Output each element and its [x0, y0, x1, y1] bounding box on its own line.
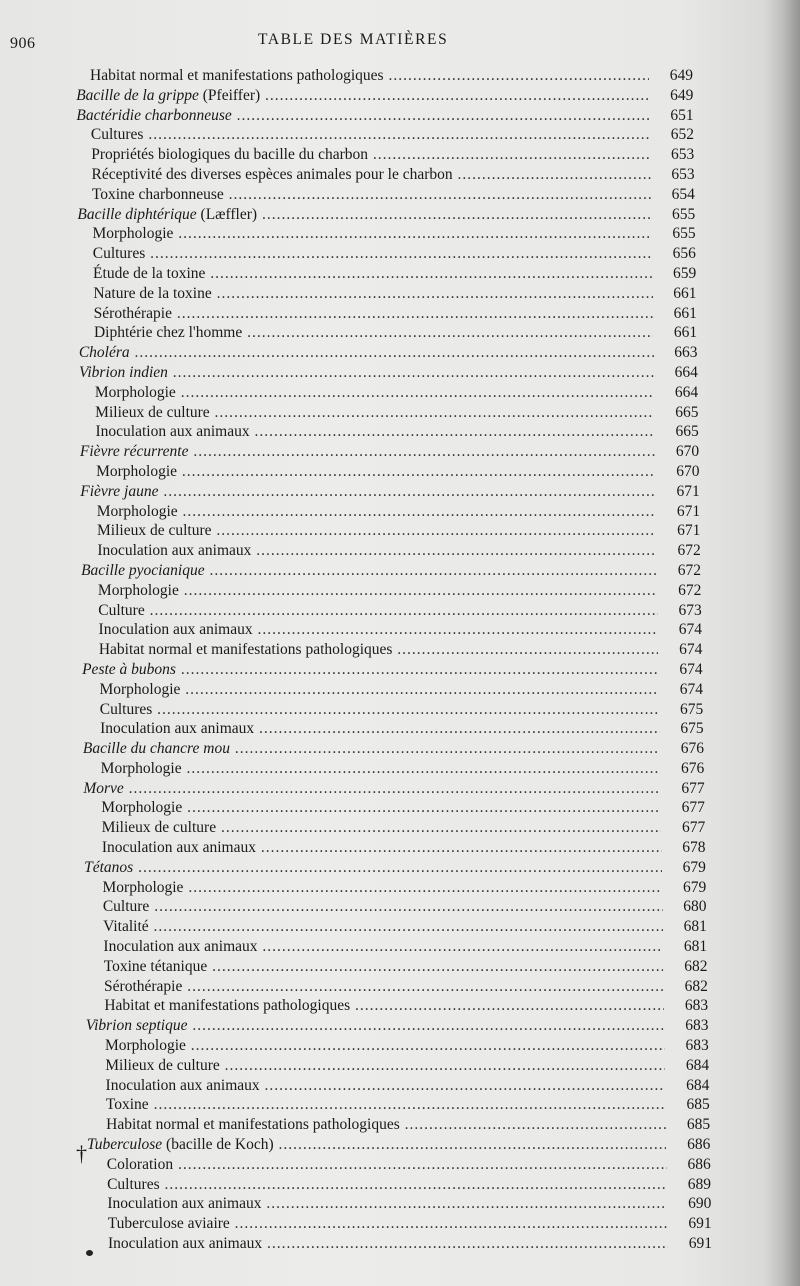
- toc-entry-text: [104, 996, 664, 1016]
- toc-page-number: 679: [682, 878, 707, 896]
- toc-entry-text: [103, 917, 663, 937]
- toc-entry-label: Coloration: [106, 1155, 174, 1173]
- toc-page-number: 670: [676, 462, 700, 480]
- toc-entry-label: Toxine tétanique: [103, 957, 208, 975]
- toc-entry: [0, 719, 800, 739]
- toc-entry: [0, 759, 800, 779]
- toc-entry-text: [97, 521, 656, 541]
- toc-entry: [0, 304, 800, 324]
- toc-entry: [0, 640, 800, 660]
- toc-entry: [0, 66, 800, 86]
- toc-entry-text: [99, 640, 658, 660]
- toc-entry: [0, 561, 800, 581]
- toc-entry-label: Toxine: [105, 1096, 149, 1114]
- toc-entry-text: [80, 442, 655, 462]
- toc-page-number: 671: [676, 482, 700, 500]
- toc-entry: [0, 798, 800, 818]
- toc-entry-label: Cultures: [90, 126, 144, 144]
- toc-entry-label: Milieux de culture: [97, 522, 212, 540]
- toc-entry-label: Inoculation aux animaux: [105, 1076, 260, 1094]
- toc-entry: [0, 700, 800, 720]
- toc-page-number: 676: [681, 759, 705, 777]
- toc-entry-text: [83, 779, 660, 799]
- toc-entry: [0, 284, 800, 304]
- toc-entry: [0, 403, 800, 423]
- toc-entry: [0, 363, 800, 383]
- toc-page-number: 690: [688, 1195, 712, 1213]
- toc-page-number: 675: [680, 720, 704, 738]
- toc-page-number: 691: [688, 1215, 712, 1233]
- toc-entry-label: Étude de la toxine: [93, 264, 206, 282]
- toc-page-number: 671: [677, 522, 701, 540]
- toc-entry-text: [97, 541, 656, 561]
- toc-entry: [0, 897, 800, 917]
- toc-page-number: 670: [675, 443, 700, 461]
- toc-entry-text: [101, 759, 661, 779]
- toc-page-number: 649: [670, 86, 694, 104]
- toc-page-number: 654: [671, 185, 695, 203]
- toc-entry-text: [80, 482, 655, 502]
- toc-entry-text: [76, 106, 649, 126]
- toc-page-number: 681: [683, 918, 707, 936]
- toc-entry: [0, 680, 800, 700]
- toc-page-number: 651: [670, 106, 694, 124]
- toc-entry-text: [102, 838, 662, 858]
- toc-page-number: 661: [673, 324, 698, 342]
- toc-entry-text: [103, 897, 663, 917]
- toc-page-number: 663: [674, 344, 698, 362]
- toc-entry: [0, 462, 800, 482]
- toc-entry: [0, 502, 800, 522]
- toc-entry: [0, 541, 800, 561]
- toc-entry: [0, 1056, 800, 1076]
- toc-entry: [0, 383, 800, 403]
- toc-page-number: 664: [674, 383, 699, 401]
- toc-entry-text: [107, 1194, 667, 1214]
- toc-entry-text: [92, 165, 651, 185]
- toc-entry-label: Fièvre jaune: [80, 482, 159, 500]
- toc-entry: [0, 581, 800, 601]
- toc-entry: [0, 106, 800, 126]
- toc-entry-label: Culture: [98, 601, 145, 619]
- toc-entry-label: Cultures: [99, 700, 153, 718]
- toc-entry-note: (bacille de Koch): [162, 1136, 274, 1154]
- toc-entry-text: [99, 680, 659, 700]
- toc-entry-label: Vitalité: [103, 918, 149, 936]
- toc-entry-label: Inoculation aux animaux: [97, 542, 252, 560]
- toc-entry: [0, 858, 800, 878]
- toc-entry-label: Tétanos: [84, 858, 134, 876]
- toc-entry-text: [106, 1115, 666, 1135]
- toc-entry-label: Bacille diphtérique: [77, 205, 197, 223]
- toc-page-number: 677: [681, 779, 705, 797]
- toc-page-number: 656: [672, 245, 696, 263]
- toc-entry: [0, 323, 800, 343]
- toc-entry-text: [83, 739, 660, 759]
- toc-entry-text: [91, 145, 650, 165]
- toc-entry-label: Vibrion indien: [79, 363, 168, 381]
- toc-entry-text: [96, 462, 655, 482]
- toc-entry-label: Inoculation aux animaux: [98, 621, 253, 639]
- page-number: 906: [10, 35, 36, 52]
- toc-page-number: 686: [687, 1155, 711, 1173]
- toc-entry-label: Culture: [102, 898, 150, 916]
- toc-entry-label: Morphologie: [96, 462, 178, 480]
- toc-page-number: 678: [682, 839, 706, 857]
- toc-entry-text: [92, 224, 651, 244]
- toc-page-number: 659: [672, 264, 697, 282]
- toc-entry-text: [92, 185, 651, 205]
- toc-entry-text: [76, 86, 649, 106]
- toc-entry-label: Morve: [83, 779, 124, 797]
- toc-entry-label: Tuberculose: [86, 1136, 163, 1154]
- toc-page-number: 689: [687, 1175, 712, 1193]
- toc-page-number: 683: [684, 997, 709, 1015]
- toc-entry-label: Nature de la toxine: [93, 284, 212, 302]
- toc-page-number: 673: [678, 601, 702, 619]
- toc-entry-text: [102, 818, 662, 838]
- toc-page-number: 649: [669, 67, 693, 84]
- toc-entry-text: [106, 1076, 666, 1096]
- toc-page-number: 676: [680, 740, 704, 758]
- toc-entry: [0, 1155, 800, 1175]
- toc-entry: [0, 1234, 800, 1254]
- toc-page-number: 684: [685, 1056, 710, 1074]
- ink-dot: [86, 1250, 93, 1256]
- toc-entry-label: Inoculation aux animaux: [103, 938, 258, 956]
- toc-entry-text: [79, 363, 654, 383]
- toc-page-number: 677: [681, 799, 705, 817]
- toc-entry: [0, 917, 800, 937]
- toc-entry-text: [93, 284, 652, 304]
- toc-entry-label: Sérothérapie: [104, 977, 183, 995]
- toc-entry: [0, 818, 800, 838]
- toc-entry: [0, 1194, 800, 1214]
- toc-entry: [0, 1175, 800, 1195]
- toc-entry-label: Bactéridie charbonneuse: [76, 106, 232, 124]
- toc-entry-label: Cultures: [92, 245, 146, 263]
- toc-entry-label: Morphologie: [101, 799, 183, 817]
- toc-entry-text: [98, 581, 657, 601]
- toc-entry: [0, 957, 800, 977]
- toc-entry-label: Inoculation aux animaux: [101, 839, 256, 857]
- toc-entry: [0, 660, 800, 680]
- toc-entry-label: Milieux de culture: [95, 403, 210, 421]
- toc-page-number: 652: [670, 126, 694, 144]
- toc-entry: [0, 977, 800, 997]
- toc-entry-label: Réceptivité des diverses espèces animales pour le charbon: [91, 165, 453, 183]
- toc-page-number: 685: [686, 1116, 711, 1134]
- toc-entry-label: Habitat normal et manifestations pathologiques: [106, 1116, 400, 1134]
- toc-entry-note: (Pfeiffer): [198, 86, 261, 104]
- toc-page-number: 681: [683, 938, 708, 956]
- toc-page-number: 655: [672, 225, 696, 243]
- toc-page-number: 675: [680, 700, 704, 718]
- toc-page-number: 674: [679, 680, 703, 698]
- toc-page-number: 672: [677, 561, 702, 579]
- toc-page-number: 674: [679, 660, 703, 678]
- toc-entry: [0, 1076, 800, 1096]
- toc-page-number: 655: [672, 205, 696, 223]
- toc-entry-text: [82, 660, 659, 680]
- toc-entry-text: [79, 343, 654, 363]
- toc-entry-label: Morphologie: [94, 383, 176, 401]
- toc-entry-label: Inoculation aux animaux: [107, 1195, 262, 1213]
- toc-entry-text: [108, 1234, 668, 1254]
- toc-entry: [0, 601, 800, 621]
- toc-entry-label: Morphologie: [92, 225, 174, 243]
- toc-page-number: 691: [688, 1235, 712, 1253]
- toc-entry-label: Toxine charbonneuse: [91, 185, 224, 203]
- toc-entry-text: [103, 937, 663, 957]
- toc-entry-text: [84, 858, 662, 878]
- toc-entry-text: [100, 700, 660, 720]
- toc-entry-text: [93, 244, 652, 264]
- toc-entry-text: [93, 264, 652, 284]
- toc-entry-label: Cultures: [107, 1175, 160, 1193]
- toc-entry: [0, 185, 800, 205]
- toc-page-number: 671: [676, 502, 701, 520]
- toc-entry-label: Vibrion septique: [85, 1017, 188, 1035]
- table-of-contents: [0, 66, 800, 1254]
- toc-entry-label: Morphologie: [100, 759, 182, 777]
- toc-entry-label: Tuberculose aviaire: [107, 1215, 230, 1233]
- toc-page-number: 672: [678, 581, 702, 599]
- toc-entry-text: [108, 1214, 668, 1234]
- toc-entry-label: Inoculation aux animaux: [100, 720, 255, 738]
- toc-entry: [0, 86, 800, 106]
- toc-entry-text: [91, 125, 650, 145]
- toc-entry: [0, 521, 800, 541]
- toc-entry: [0, 620, 800, 640]
- toc-entry-label: Inoculation aux animaux: [95, 423, 250, 441]
- toc-entry-text: [97, 502, 656, 522]
- toc-entry-text: [99, 620, 658, 640]
- toc-entry: [0, 1095, 800, 1115]
- toc-entry-text: [106, 1095, 666, 1115]
- toc-page-number: 684: [686, 1076, 710, 1094]
- toc-entry-text: [81, 561, 657, 581]
- toc-entry: [0, 244, 800, 264]
- toc-page-number: 683: [685, 1037, 709, 1055]
- toc-entry: [0, 937, 800, 957]
- toc-page-number: 653: [671, 146, 695, 164]
- toc-entry: [0, 442, 800, 462]
- toc-entry: [0, 996, 800, 1016]
- toc-page-number: 683: [685, 1017, 709, 1035]
- toc-page-number: 674: [678, 621, 703, 639]
- margin-dagger-mark: †: [76, 1141, 87, 1166]
- toc-entry-text: [94, 323, 653, 343]
- toc-entry-label: Morphologie: [99, 680, 181, 698]
- toc-entry-text: [105, 1036, 665, 1056]
- toc-page-number: 661: [673, 284, 697, 302]
- toc-entry-label: Morphologie: [102, 878, 184, 896]
- toc-entry-label: Sérothérapie: [93, 304, 172, 322]
- toc-entry: [0, 739, 800, 759]
- toc-entry: [0, 1214, 800, 1234]
- toc-page-number: 665: [675, 403, 699, 421]
- toc-page-number: 677: [681, 819, 706, 837]
- toc-entry-text: [77, 205, 651, 225]
- toc-page-number: 686: [687, 1136, 711, 1154]
- toc-entry: [0, 1016, 800, 1036]
- toc-entry: [0, 878, 800, 898]
- toc-entry-text: [94, 304, 653, 324]
- toc-page-number: 653: [671, 165, 695, 183]
- toc-entry: [0, 145, 800, 165]
- toc-entry: [0, 1036, 800, 1056]
- toc-entry-label: Peste à bubons: [82, 660, 176, 678]
- toc-page-number: 682: [684, 957, 708, 975]
- toc-entry-text: [90, 66, 649, 86]
- toc-entry-label: Milieux de culture: [105, 1056, 220, 1074]
- toc-entry: [0, 205, 800, 225]
- toc-page-number: 665: [675, 423, 699, 441]
- toc-entry-text: [101, 798, 661, 818]
- toc-entry-label: Inoculation aux animaux: [108, 1235, 263, 1253]
- toc-page-number: 680: [683, 898, 707, 916]
- toc-entry: [0, 482, 800, 502]
- toc-entry-label: Diphtérie chez l'homme: [93, 324, 243, 342]
- toc-entry: [0, 224, 800, 244]
- toc-entry: [0, 264, 800, 284]
- toc-entry-label: Bacille de la grippe: [76, 86, 199, 104]
- toc-page-number: 674: [679, 641, 703, 659]
- toc-entry-text: [95, 422, 654, 442]
- toc-page-number: 664: [674, 363, 698, 381]
- toc-entry-label: Morphologie: [96, 502, 178, 520]
- toc-entry-text: [98, 601, 657, 621]
- toc-page-number: 682: [684, 977, 708, 995]
- toc-entry-text: [100, 719, 660, 739]
- toc-entry-label: Habitat normal et manifestations pathologiques: [98, 641, 393, 659]
- toc-entry-label: Bacille pyocianique: [81, 561, 205, 579]
- toc-entry-text: [95, 403, 654, 423]
- toc-entry-label: Habitat et manifestations pathologiques: [104, 997, 351, 1015]
- toc-entry-label: Morphologie: [104, 1037, 186, 1055]
- toc-entry-text: [104, 977, 664, 997]
- toc-entry: [0, 125, 800, 145]
- toc-entry-label: Fièvre récurrente: [79, 443, 189, 461]
- toc-entry-label: Habitat normal et manifestations pathologiques: [90, 67, 384, 84]
- toc-entry: [0, 779, 800, 799]
- toc-entry-label: Milieux de culture: [101, 819, 217, 837]
- toc-entry-text: [87, 1135, 666, 1155]
- toc-entry: [0, 165, 800, 185]
- toc-entry-text: [105, 1056, 665, 1076]
- toc-entry: [0, 422, 800, 442]
- toc-entry-note: (Læffler): [196, 205, 258, 223]
- toc-entry: [0, 1135, 800, 1155]
- toc-page-number: 661: [673, 304, 697, 322]
- toc-entry-text: [107, 1155, 667, 1175]
- toc-entry-label: Choléra: [78, 344, 130, 362]
- toc-entry-text: [104, 957, 664, 977]
- toc-entry-label: Morphologie: [97, 581, 179, 599]
- toc-entry: [0, 838, 800, 858]
- toc-entry: [0, 1115, 800, 1135]
- toc-entry: [0, 343, 800, 363]
- toc-entry-label: Propriétés biologiques du bacille du charbon: [91, 146, 369, 164]
- toc-entry-text: [103, 878, 663, 898]
- toc-entry-label: Bacille du chancre mou: [82, 740, 230, 758]
- toc-entry-text: [86, 1016, 665, 1036]
- toc-entry-text: [95, 383, 654, 403]
- toc-page-number: 685: [686, 1096, 710, 1114]
- toc-entry-text: [107, 1175, 667, 1195]
- toc-page-number: 672: [677, 542, 701, 560]
- running-head-title: TABLE DES MATIÈRES: [258, 31, 449, 48]
- toc-page-number: 679: [682, 858, 706, 876]
